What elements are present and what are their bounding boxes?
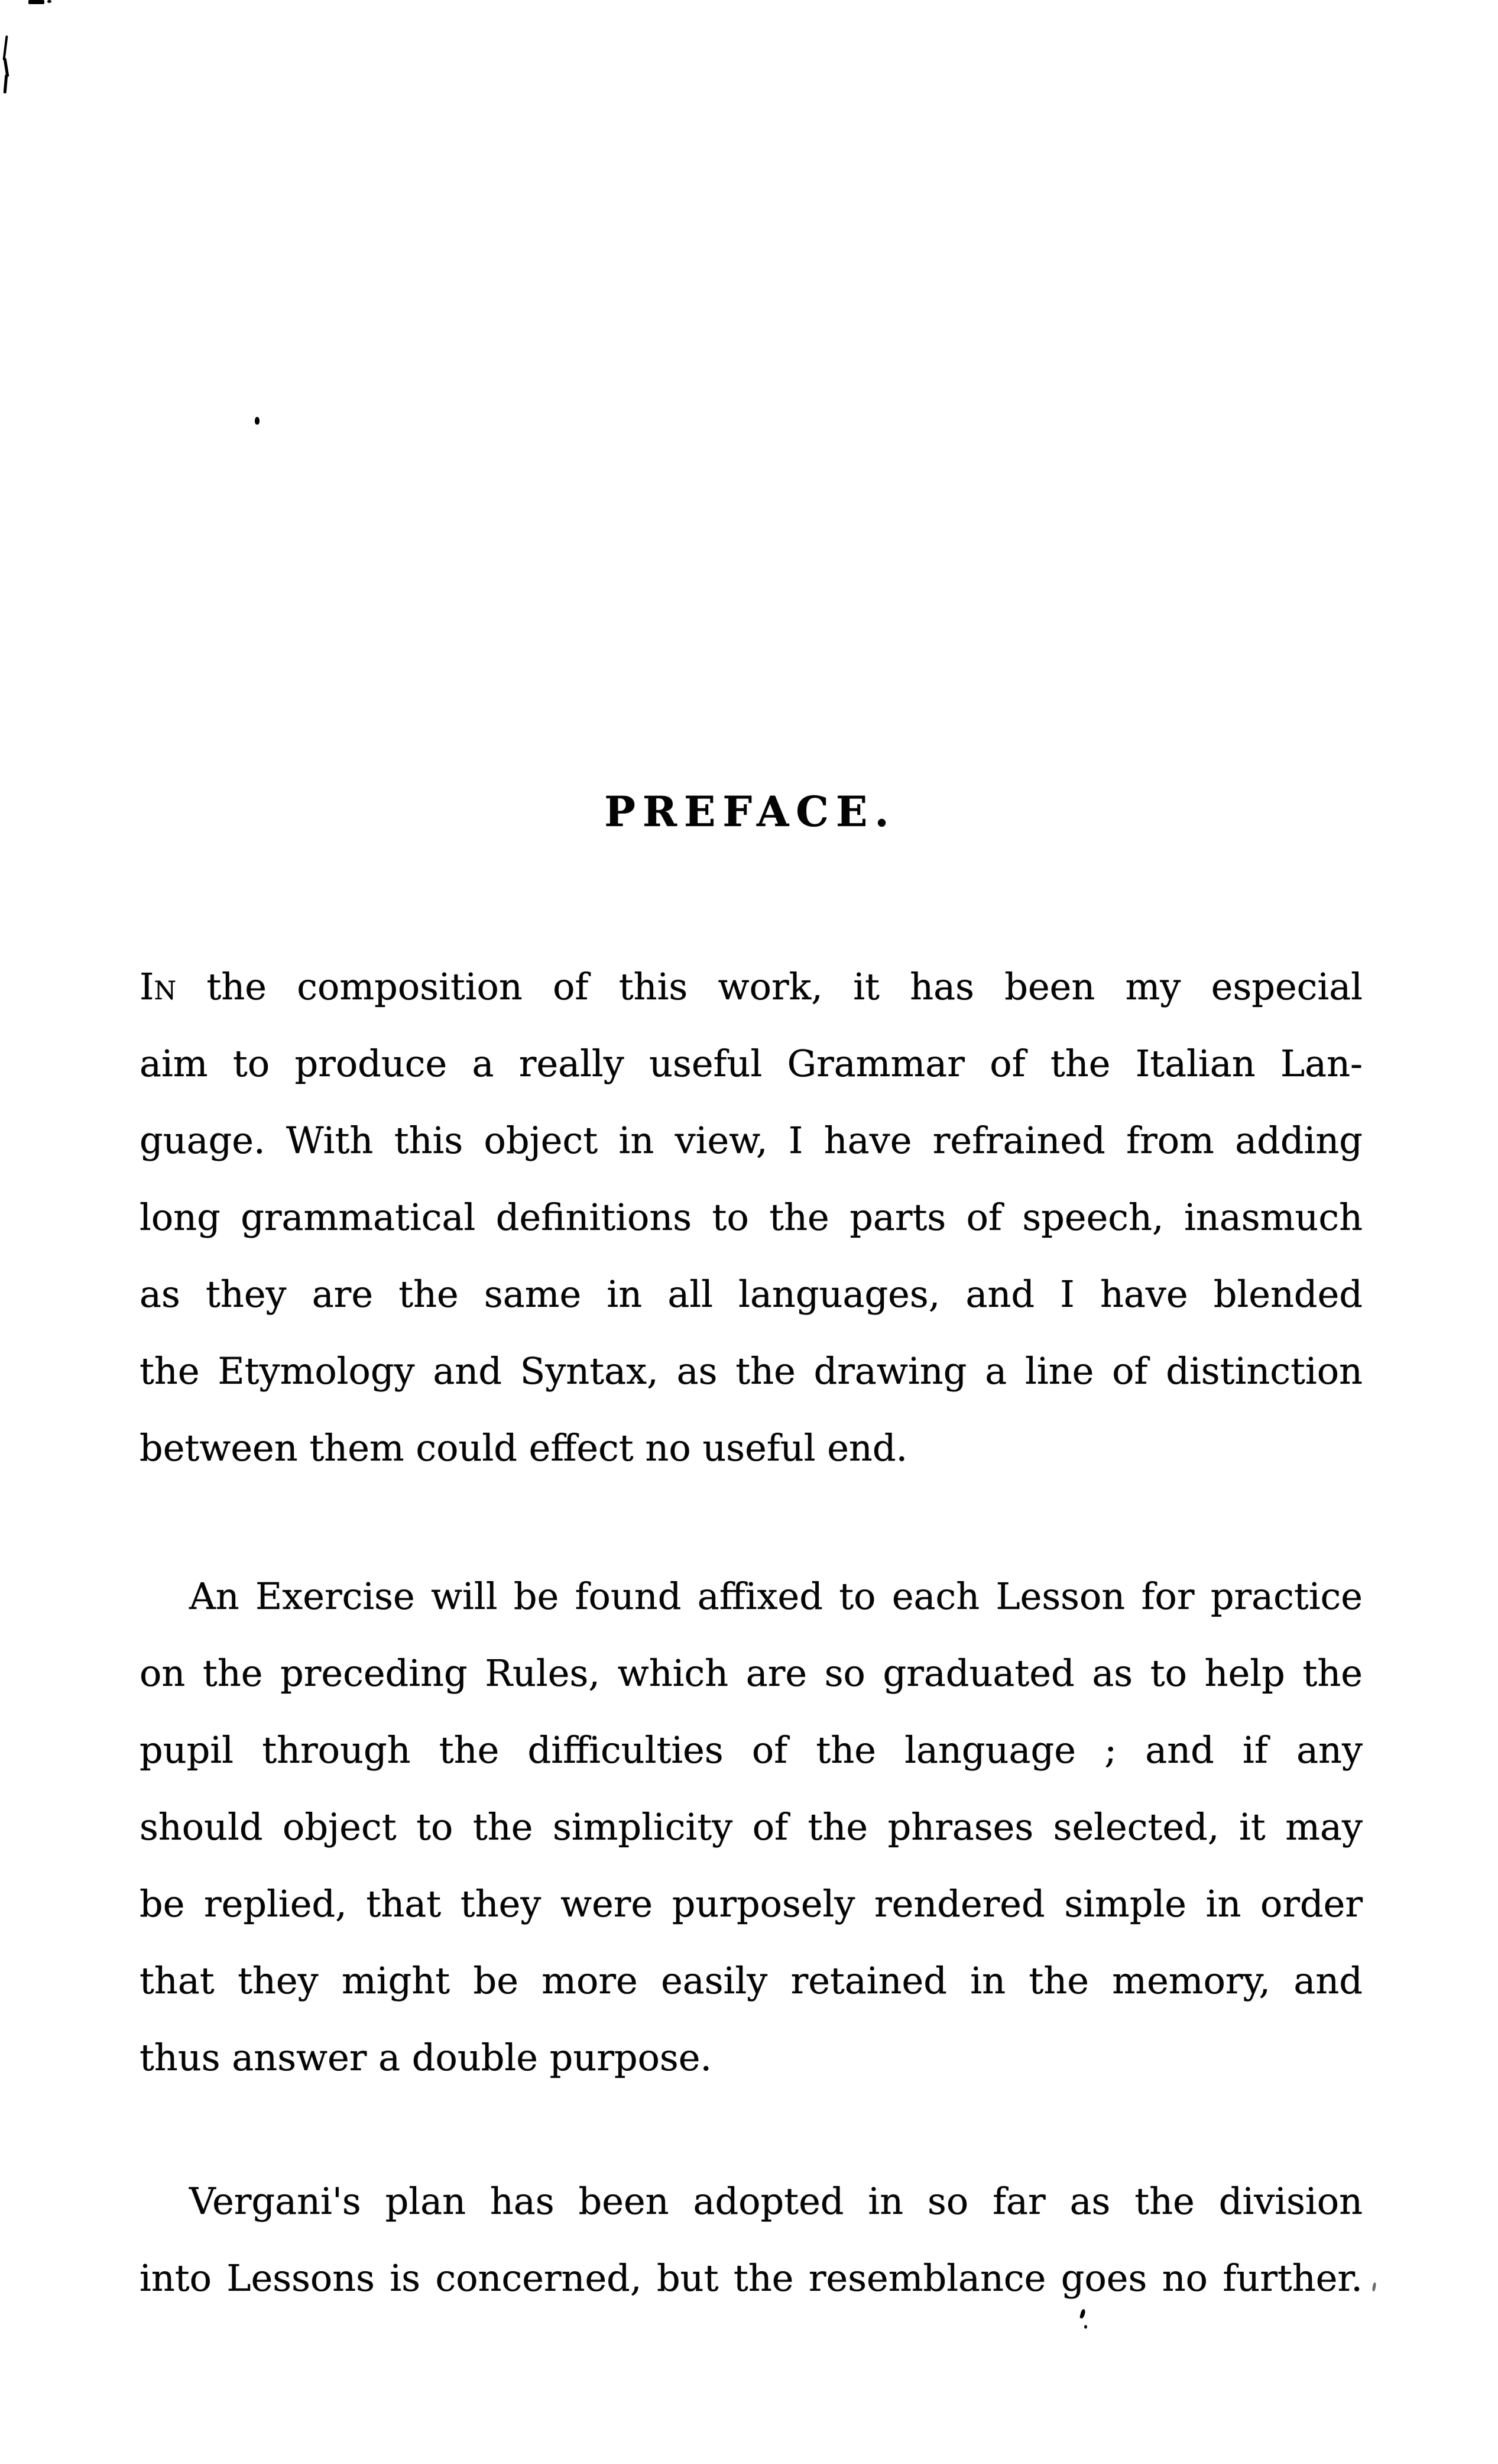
- stray-ink-dot: [255, 417, 260, 425]
- text-line: Vergani's plan has been adopted in so far as the division: [189, 2180, 1363, 2223]
- text-line: In the composition of this work, it has been my especial: [140, 965, 1363, 1008]
- text-line: An Exercise will be found affixed to each Lesson for practice: [189, 1575, 1363, 1618]
- paragraph-3: [140, 2163, 1363, 2317]
- ink-smudge-top-small: [47, 0, 51, 3]
- text-line: should object to the simplicity of the phrases selected, it may: [140, 1805, 1363, 1848]
- text-line: pupil through the difficulties of the language ; and if any: [140, 1728, 1363, 1772]
- text-line: guage. With this object in view, I have refrained from adding: [140, 1119, 1363, 1162]
- text-line: be replied, that they were purposely rendered simple in order: [140, 1882, 1363, 1925]
- left-edge-ink-mark: [4, 75, 8, 93]
- ink-speck: [1084, 2325, 1087, 2329]
- text-line: as they are the same in all languages, and I have blended: [140, 1273, 1363, 1316]
- paragraph-1: [140, 948, 1363, 1487]
- text-line: thus answer a double purpose.: [140, 2036, 712, 2079]
- text-line: on the preceding Rules, which are so graduated as to help the: [140, 1652, 1363, 1695]
- ink-speck-faint: [1372, 2282, 1377, 2292]
- left-edge-ink-mark: [2, 35, 8, 60]
- text-line: long grammatical definitions to the parts of speech, inasmuch: [140, 1196, 1363, 1239]
- text-line: into Lessons is concerned, but the resemblance goes no further.: [140, 2256, 1363, 2300]
- ink-smudge-top: [28, 0, 44, 4]
- paragraph-2: [140, 1558, 1363, 2096]
- text-line: between them could effect no useful end.: [140, 1426, 908, 1469]
- text-line: the Etymology and Syntax, as the drawing a line of distinction: [140, 1349, 1363, 1393]
- lead-word: In: [140, 965, 177, 1008]
- text-line: that they might be more easily retained in the memory, and: [140, 1959, 1363, 2002]
- page-title: PREFACE.: [604, 787, 896, 836]
- text-line: aim to produce a really useful Grammar of the Italian Lan-: [140, 1042, 1363, 1085]
